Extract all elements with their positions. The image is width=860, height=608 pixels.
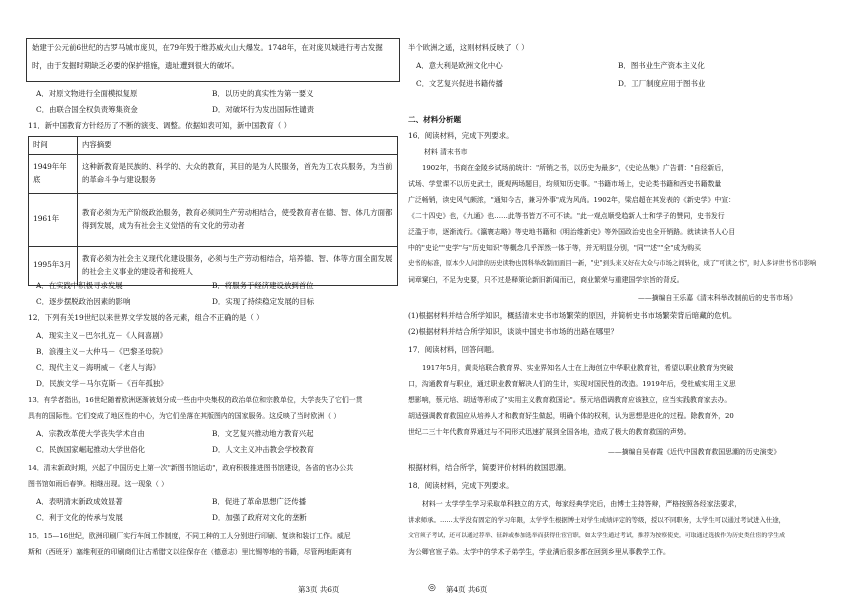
q14-option-d[interactable]: D．加强了政府对文化的垄断 xyxy=(212,513,307,522)
q11-option-b[interactable]: B．将服务于经济建设放到首位 xyxy=(212,281,314,290)
q15-continued: 半个欧洲之遥，这则材料反映了（ ） xyxy=(408,43,529,52)
left-page xyxy=(28,0,420,608)
q13-option-d[interactable]: D．人文主义冲击教会学校教育 xyxy=(212,445,315,454)
q16-material-line: 试场、学堂课不以历史武士，既观两场题目，均须知历史事。"书籍市场上，史论类书籍和西史书籍数量 xyxy=(408,180,722,188)
q11-table xyxy=(28,136,398,286)
table-cell: 1995年3月 xyxy=(29,246,78,285)
q14-line: 图书馆如雨后春笋。相继出现。这一现象（ ） xyxy=(28,480,169,488)
binding-mark-icon: ◎ xyxy=(428,583,436,593)
q16-material-line: 词章窠臼，不足为史要，只不过是释策论新旧新闻而已，商业繁荣与重建国学宗旨的背反。 xyxy=(408,276,684,284)
page-number-left: 第3页 共6页 xyxy=(298,585,340,594)
q18-line: 为公卿官宦子弟。太学中的学术子弟学生，学业满后很多都在回到乡里从事教学工作。 xyxy=(408,548,670,556)
q18-line: 文官须子考试，还可以通过荐举、征辟或参加选举而获得仕宦官职，如太学生通过考试，推荐为按察使史，可取通过选拔作为历史类仕宦的学生成 xyxy=(408,533,785,539)
q15-line: 斯和（西班牙）塞维利亚的印刷商们让古希腊文以往保存在（德意志）里比锡等地的书籍，尽管两地距离有 xyxy=(28,548,352,556)
q13-option-c[interactable]: C．民族国家崛起推动大学世俗化 xyxy=(36,445,146,454)
q10-box-line: 始建于公元前6世纪的古罗马城市庞贝，在79年毁于维苏威火山大爆发。1748年，在对庞贝城进行考古发掘 xyxy=(32,43,383,52)
q11-option-c[interactable]: C．逐步摆脱政治因素的影响 xyxy=(36,297,131,306)
q15-option-b[interactable]: B．图书业生产资本主义化 xyxy=(618,61,705,70)
q16-material-line: 史书的标准，原本少人问津的历史读物也因科举改制而面目一新，"史"到头来又好在大众与市场之间转化，成了"可读之书"，时人多评世书书市影响 xyxy=(408,260,817,267)
q18-line: 讲求师承。……太学没有固定的学习年限，太学学生根据博士对学生成绩评定的等级，授以不同职务，太学生可以通过考试进入仕途， xyxy=(408,516,786,524)
q13-line: 13．有学者指出，16世纪随着欧洲逐渐被划分成一些由中央集权的政治单位和宗教单位，大学丧失了它们一贯 xyxy=(28,396,363,404)
q14-option-b[interactable]: B．促进了革命思想广泛传播 xyxy=(212,497,307,506)
q13-line: 具有的国际性。它们变成了地区性的中心，为它们坐落在其版图内的国家服务。这反映了当时欧洲（ ） xyxy=(28,412,341,420)
q16-material-line: 泛滥于市，逐渐流行。《瀛寰志略》等史地书籍和《明治维新史》等外国政治史也全开销路。就读读书人心目 xyxy=(408,228,736,236)
table-header-cell: 时间 xyxy=(29,137,78,155)
table-header-cell: 内容摘要 xyxy=(78,137,398,155)
q11-option-d[interactable]: D．实现了持续稳定发展的目标 xyxy=(212,297,315,306)
q10-option-b[interactable]: B．以历史的真实性为第一要义 xyxy=(212,89,314,98)
q10-option-d[interactable]: D．对破坏行为发出国际性谴责 xyxy=(212,105,315,114)
q17-line: 胡适强调教育救国应从培养人才和教育好生做起，明确个体的权利，认为思想是进化的过程。除教育外，20 xyxy=(408,412,734,420)
q17-line: 口，沟通教育与职业，通过职业教育解决人们的生计，实现对国民性的改造。1919年后，受杜威实用主义思 xyxy=(408,380,736,388)
q17-line: 1917年5月，黄炎培联合教育界、实业界知名人士在上海创立中华职业教育社，希望以职业教育为突破 xyxy=(422,364,734,372)
q13-option-a[interactable]: A．宗教改革使大学丧失学术自由 xyxy=(36,429,145,438)
q15-option-a[interactable]: A．意大利是欧洲文化中心 xyxy=(416,61,503,70)
q17-line: 世纪二三十年代教育界通过与不同形式迅速扩展到全国各地，造成了极大的教育救国的声势。 xyxy=(408,428,691,436)
q16-material-line: 广泛畅销，读史风气颇浓，"通知今古，兼习外事"成为风尚。1902年，梁启超在其发表的《新史学》中宣： xyxy=(408,196,736,204)
q14-option-a[interactable]: A．表明清末新政成效显著 xyxy=(36,497,123,506)
q16-material-line: 1902年，书商在金陵乡试场前统计："所销之书，以历史为最多"，《史论丛集》广告谓："自经新后， xyxy=(422,164,729,172)
q17-requirement: 根据材料，结合所学，简要评价材料的救国思潮。 xyxy=(408,463,571,472)
q15-option-c[interactable]: C．文艺复兴促进书籍传播 xyxy=(416,79,503,88)
table-header-row xyxy=(29,137,398,155)
q17-line: 想影响，蔡元培、胡适等形成了"实用主义教育救国论"。蔡元培倡调教育应该独立，应当实践教育家去办。 xyxy=(408,396,732,404)
q11-stem: 11．新中国教育方针经历了不断的演变、调整。依据如表可知，新中国教育（ ） xyxy=(28,121,292,130)
q14-line: 14．清末新政时期，兴起了中国历史上第一次"新图书馆运动"，政府积极推进图书馆建设，各省的官办公共 xyxy=(28,464,354,472)
table-row xyxy=(29,154,398,193)
right-page xyxy=(408,0,840,608)
q16-requirement-2: (2)根据材料并结合所学知识，谈谈中国史书市场的出路在哪里？ xyxy=(408,327,619,336)
q11-option-a[interactable]: A．在实践中积极寻求发展 xyxy=(36,281,123,290)
table-cell: 1949年年底 xyxy=(29,154,78,193)
q16-material-title: 材料 清末书市 xyxy=(424,148,468,156)
q12-option-c[interactable]: C．现代主义－海明威－《老人与海》 xyxy=(36,363,160,372)
q16-source: ——摘编自王乐嘉《清末科举改制前后的史书市场》 xyxy=(638,294,797,302)
q16-material-line: 《二十四史》也，《九通》也……此等书皆万不可不读。"此一观点顺受趋新人士和学子的赞同，史书发行 xyxy=(408,212,725,220)
q13-option-b[interactable]: B．文艺复兴推动地方教育兴起 xyxy=(212,429,314,438)
q12-option-b[interactable]: B．浪漫主义－大仲马－《巴黎圣母院》 xyxy=(36,347,168,356)
q16-stem: 16．阅读材料，完成下列要求。 xyxy=(408,131,514,140)
q18-stem: 18．阅读材料，完成下列要求。 xyxy=(408,481,514,490)
q10-option-c[interactable]: C．由联合国全权负责筹集资金 xyxy=(36,105,138,114)
q12-option-a[interactable]: A．现实主义－巴尔扎克－《人间喜剧》 xyxy=(36,331,167,340)
q17-source: ——摘编自吴春霞《近代中国教育救国思潮的历史演变》 xyxy=(608,448,781,456)
q10-option-a[interactable]: A．对原文物进行全面模拟复原 xyxy=(36,89,138,98)
q12-option-d[interactable]: D．民族文学－马尔克斯－《百年孤独》 xyxy=(36,379,168,388)
q12-stem: 12．下列有关19世纪以来世界文学发展的各元素，组合不正确的是（ ） xyxy=(28,313,264,322)
table-cell: 教育必须为无产阶级政治服务，教育必须同生产劳动相结合，使受教育者在德、智、体几方面都得到发展，成为有社会主义觉悟的有文化的劳动者 xyxy=(78,193,398,246)
q18-line: 材料一 太学学生学习采取单科独立的方式，每家经典学完后，由博士主持答辩，严格按照各经家法要求， xyxy=(422,500,742,508)
table-cell: 教育必须为社会主义现代化建设服务，必须与生产劳动相结合，培养德、智、体等方面全面发展的社会主义事业的建设者和接班人 xyxy=(78,246,398,285)
q16-requirement-1: (1)根据材料并结合所学知识，概括清末史书市场繁荣的原因，并简析史书市场繁荣背后暗藏的危机。 xyxy=(408,311,737,320)
q15-option-d[interactable]: D．工厂制度应用于图书业 xyxy=(618,79,706,88)
table-row xyxy=(29,193,398,246)
q10-box-line: 时，由于发掘时期缺乏必要的保护措施，遗址遭到很大的破坏。 xyxy=(32,61,239,70)
q16-material-line: 中的"史论""史学"与"历史知识"等概念几乎浑然一体于等，并无明显分别，"同""述""全"成为购买 xyxy=(408,244,701,252)
table-cell: 这种新教育是民族的、科学的、大众的教育，其目的是为人民服务，首先为工农兵服务，为当前的革命斗争与建设服务 xyxy=(78,154,398,193)
q17-stem: 17．阅读材料，回答问题。 xyxy=(408,345,499,354)
page-number-right: 第4页 共6页 xyxy=(446,585,488,594)
q14-option-c[interactable]: C．利于文化的传承与发展 xyxy=(36,513,123,522)
section-title: 二、材料分析题 xyxy=(408,115,462,124)
q15-line: 15．15—16世纪，欧洲印刷厂实行车间工作制度，不同工种的工人分别进行印刷、复读和装订工作。威尼 xyxy=(28,532,351,540)
table-cell: 1961年 xyxy=(29,193,78,246)
